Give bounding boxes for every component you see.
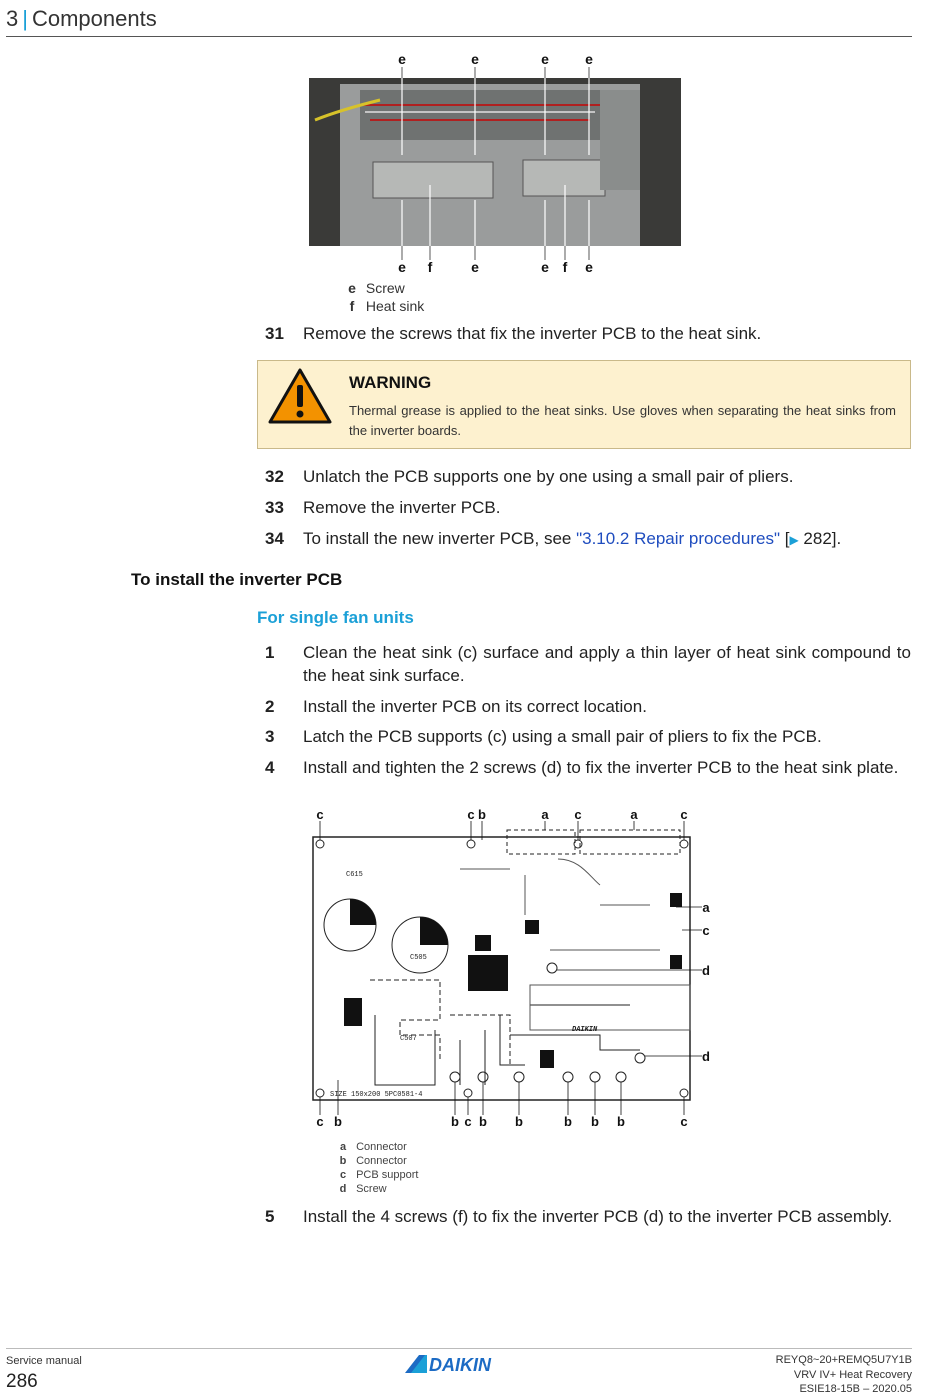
legend-row: c PCB support <box>339 1169 419 1181</box>
callout-c: c <box>574 807 582 822</box>
header-rule <box>6 36 912 37</box>
callout-c: c <box>680 807 688 822</box>
callout-b: b <box>515 1114 523 1129</box>
heat-sink-photo-figure <box>300 50 700 280</box>
callout-bottom-e-2: e <box>471 259 479 275</box>
callout-top-e-3: e <box>541 51 549 67</box>
step-4: 4 Install and tighten the 2 screws (d) to fix the inverter PCB to the heat sink plate. <box>265 758 899 777</box>
legend-row: f Heat sink <box>349 298 425 314</box>
callout-top-e-4: e <box>585 51 593 67</box>
callout-b: b <box>479 1114 487 1129</box>
callout-bottom-e-1: e <box>398 259 406 275</box>
figure1-legend <box>342 279 424 315</box>
callout-top-e-1: e <box>398 51 406 67</box>
footer-doc-id: ESIE18-15B – 2020.05 <box>799 1383 912 1395</box>
callout-top-e-2: e <box>471 51 479 67</box>
callout-c: c <box>467 807 475 822</box>
page-header <box>6 6 157 32</box>
footer-model: REYQ8~20+REMQ5U7Y1B <box>775 1354 912 1366</box>
callout-bottom-f-2: f <box>562 259 568 275</box>
pcb-label-c505: C505 <box>410 954 427 962</box>
footer-doc-type: Service manual <box>6 1355 82 1367</box>
callout-bottom-e-3: e <box>541 259 549 275</box>
callout-d: d <box>702 963 710 978</box>
step-34: 34 To install the new inverter PCB, see "3.10.2 Repair procedures" [▶ 282]. <box>265 529 842 548</box>
legend-row: e Screw <box>348 280 405 296</box>
callout-c: c <box>316 807 324 822</box>
callout-a: a <box>541 807 549 822</box>
callout-c: c <box>464 1114 472 1129</box>
step-5: 5 Install the 4 screws (f) to fix the inverter PCB (d) to the inverter PCB assembly. <box>265 1207 893 1226</box>
header-separator: | <box>22 6 28 31</box>
legend-row: a Connector <box>339 1141 407 1153</box>
callout-d: d <box>702 1049 710 1064</box>
footer-doc-info <box>776 1353 912 1397</box>
step-3: 3 Latch the PCB supports (c) using a small pair of pliers to fix the PCB. <box>265 727 822 746</box>
callout-bottom-e-4: e <box>585 259 593 275</box>
step-32: 32 Unlatch the PCB supports one by one using a small pair of pliers. <box>265 467 794 486</box>
warning-text: Thermal grease is applied to the heat sinks. Use gloves when separating the heat sinks from the inverter boards. <box>349 403 896 438</box>
figure2-legend <box>333 1140 418 1196</box>
callout-a: a <box>702 900 710 915</box>
legend-row: d Screw <box>339 1183 387 1195</box>
step-33: 33 Remove the inverter PCB. <box>265 498 501 517</box>
legend-row: b Connector <box>339 1155 407 1167</box>
footer-rule <box>6 1348 912 1349</box>
page-ref: 282]. <box>798 529 842 548</box>
pcb-label-c507: C507 <box>400 1035 417 1043</box>
callout-c: c <box>702 923 710 938</box>
callout-b: b <box>334 1114 342 1129</box>
callout-b: b <box>591 1114 599 1129</box>
triangle-right-icon[interactable]: ▶ <box>789 533 799 547</box>
callout-c: c <box>316 1114 324 1129</box>
callout-b: b <box>478 807 486 822</box>
repair-procedures-link[interactable]: "3.10.2 Repair procedures" <box>576 529 780 548</box>
pcb-daikin-print: DAIKIN <box>572 1026 598 1034</box>
callout-b: b <box>451 1114 459 1129</box>
step-1: 1 Clean the heat sink (c) surface and apply a thin layer of heat sink compound to the heat sink surface. <box>265 643 911 685</box>
page-number: 286 <box>6 1371 38 1392</box>
pcb-label-c615: C615 <box>346 871 363 879</box>
callout-a: a <box>630 807 638 822</box>
callout-bottom-f-1: f <box>427 259 433 275</box>
step-31: 31 Remove the screws that fix the inverter PCB to the heat sink. <box>265 324 762 343</box>
subsection-title: For single fan units <box>257 608 414 627</box>
step-2: 2 Install the inverter PCB on its correct location. <box>265 697 647 716</box>
svg-text:DAIKIN: DAIKIN <box>429 1355 491 1375</box>
daikin-logo <box>405 1353 515 1375</box>
footer-product: VRV IV+ Heat Recovery <box>793 1368 912 1381</box>
inverter-pcb-diagram <box>300 805 720 1135</box>
chapter-number: 3 <box>6 6 19 31</box>
warning-title: WARNING <box>349 373 432 392</box>
chapter-title: Components <box>31 6 157 31</box>
callout-b: b <box>617 1114 625 1129</box>
warning-icon <box>268 367 332 425</box>
warning-box <box>257 360 911 449</box>
pcb-silkscreen-id: SIZE 150x200 5PC0581-4 <box>330 1091 423 1099</box>
section-title: To install the inverter PCB <box>131 570 343 589</box>
callout-b: b <box>564 1114 572 1129</box>
callout-c: c <box>680 1114 688 1129</box>
